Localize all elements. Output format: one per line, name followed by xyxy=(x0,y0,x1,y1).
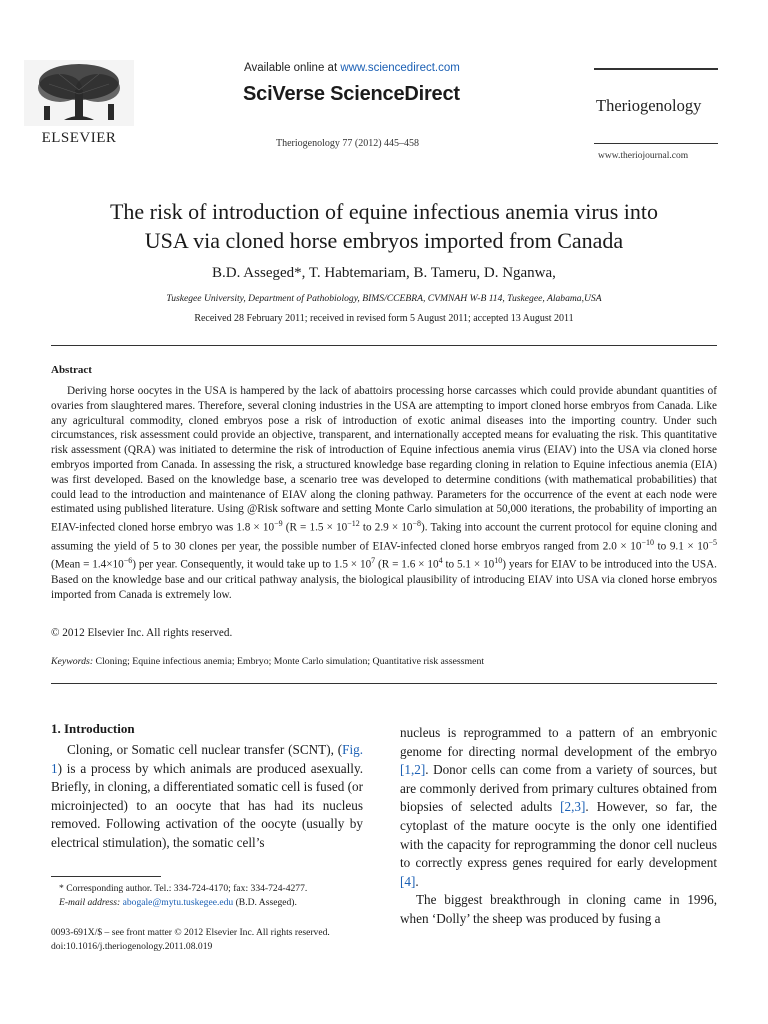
ref-link-4[interactable]: [4] xyxy=(400,873,416,889)
abstract-years-exp2: 10 xyxy=(494,556,503,566)
email-label: E-mail address: xyxy=(59,897,121,908)
abstract-part-2: Taking into account the current protocol for equine cloning and assuming the yield of 5 to 30 clones per year, the possible number of EIAV-infected cloned horse embryos ranged from 2.0 × 10 xyxy=(51,521,718,553)
abstract-years-exp: 7 xyxy=(371,556,376,566)
issn-line: 0093-691X/$ – see front matter © 2012 Elsevier Inc. All rights reserved. xyxy=(51,927,330,938)
abstract-copyright: © 2012 Elsevier Inc. All rights reserved. xyxy=(51,627,233,639)
intro-right-text-4: . xyxy=(415,873,419,889)
title-line-2: USA via cloned horse embryos imported from Canada xyxy=(144,228,624,253)
abstract-prob-range-exp1: −12 xyxy=(347,519,360,529)
abstract-part-3: ) years for EIAV to be introduced into the USA. Based on the knowledge base and our critical pathway analysis, the biological plausibility of introducing EIAV into USA via cloned horse embryos imported from Canada is extremely low. xyxy=(51,558,717,601)
abstract-rule-bottom xyxy=(51,683,717,684)
available-prefix: Available online at xyxy=(244,62,341,74)
publisher-name: ELSEVIER xyxy=(41,130,117,146)
abstract-text xyxy=(51,384,717,602)
abstract-num-mid: to 9.1 × 10 xyxy=(653,540,709,553)
footnote xyxy=(51,882,363,910)
journal-url[interactable]: www.theriojournal.com xyxy=(598,151,689,161)
author-list: B.D. Asseged*, T. Habtemariam, B. Tameru, D. Nganwa, xyxy=(212,265,556,281)
sciencedirect-link[interactable]: www.sciencedirect.com xyxy=(340,62,460,74)
abstract-num-close: ) per year. Consequently, it would take up to 1.5 × 10 xyxy=(132,558,372,571)
abstract-prob-value: 1.8 × 10 xyxy=(236,521,275,534)
intro-paragraph-1-cont xyxy=(400,725,717,889)
abstract-prob-range-mid: to 2.9 × 10 xyxy=(359,521,413,534)
header-rule-top xyxy=(594,68,718,70)
header-rule-bottom xyxy=(594,143,718,144)
article-title xyxy=(40,197,728,255)
abstract-part-1: Deriving horse oocytes in the USA is hampered by the lack of abattoirs processing horse carcasses which could provide abundant quantities of ovaries from slaughtered mares. Therefore, several cloning industries in the USA are attempting to import cloned horse embryos from Canada. Like any agricultural commodity, cloned embryos pose a risk of introduction of exotic animal diseases into the importing country. Under such circumstances, risk assessment could provide an objective, transparent, and internationally accepted means for evaluating the risk. This quantitative risk assessment (QRA) was initiated to determine the risk of introduction of Equine infectious anemia virus (EIAV) into the USA via cloned horse embryos imported from Canada. In assessing the risk, a structured knowledge base regarding cloning in relation to Equine infectious anemia (EIA) was first developed. Based on the knowledge base, a scenario tree was developed to determine conditions (with mathematical probabilities) that could lead to the introduction and maintenance of EIAV along the cloning pathway. Parameters for the occurrence of the event at each node were estimated using published literature. Using @Risk software and setting Monte Carlo simulation at 50,000 iterations, the probability of importing an EIAV-infected cloned horse embryo was xyxy=(51,385,717,534)
fig-1-link[interactable]: Fig. 1 xyxy=(51,742,363,776)
title-line-1: The risk of introduction of equine infectious anemia virus into xyxy=(109,199,659,224)
platform-name: SciVerse ScienceDirect xyxy=(243,83,460,105)
journal-name: Theriogenology xyxy=(596,96,702,115)
abstract-prob-exp: −9 xyxy=(274,519,283,529)
abstract-years-exp1: 4 xyxy=(438,556,443,566)
footnote-email-line xyxy=(51,896,363,910)
intro-paragraph-1 xyxy=(51,741,363,853)
author-affiliation: Tuskegee University, Department of Pathobiology, BIMS/CCEBRA, CVMNAH W-B 114, Tuskegee, Alabama,USA xyxy=(166,293,602,304)
keywords-line xyxy=(51,656,484,667)
ref-link-2-3[interactable]: [2,3] xyxy=(560,799,586,815)
intro-paragraph-2: The biggest breakthrough in cloning came in 1996, when ‘Dolly’ the sheep was produced by fusing a xyxy=(400,892,717,926)
footnote-rule xyxy=(51,876,161,877)
available-online-line xyxy=(244,62,460,74)
ref-link-1-2[interactable]: [1,2] xyxy=(400,762,426,778)
abstract-num-mean: (Mean = 1.4×10 xyxy=(51,558,124,571)
body-column-left xyxy=(51,741,363,853)
received-dates: Received 28 February 2011; received in revised form 5 August 2011; accepted 13 August 2011 xyxy=(194,313,574,324)
abstract-years-mid: to 5.1 × 10 xyxy=(442,558,495,571)
body-column-right xyxy=(400,724,717,929)
abstract-prob-range-open: (R = 1.5 × 10 xyxy=(282,521,348,534)
email-link[interactable]: abogale@mytu.tuskegee.edu xyxy=(122,897,234,908)
journal-citation: Theriogenology 77 (2012) 445–458 xyxy=(276,138,420,149)
abstract-num-exp1: −10 xyxy=(641,537,654,547)
email-suffix: (B.D. Asseged). xyxy=(233,897,297,908)
footnote-corresponding: * Corresponding author. Tel.: 334-724-4170; fax: 334-724-4277. xyxy=(59,883,308,894)
intro-left-text-1: Cloning, or Somatic cell nuclear transfer (SCNT), ( xyxy=(67,742,343,757)
intro-right-text-1: nucleus is reprogrammed to a pattern of an embryonic genome for directing normal development of the embryo xyxy=(400,725,717,759)
intro-right-text-3: . However, so far, the cytoplast of the mature oocyte is the only one identified with the capacity for reprogramming the donor cell nucleus to correctly express genes required for early development xyxy=(400,799,717,871)
abstract-rule-top xyxy=(51,345,717,346)
abstract-prob-range-exp2: −8 xyxy=(412,519,422,529)
abstract-heading: Abstract xyxy=(51,364,92,376)
intro-right-text-2: . Donor cells can come from a variety of sources, but are commonly derived from primary cultures obtained from biopsies of selected adults xyxy=(400,762,717,815)
abstract-years-range: (R = 1.6 × 10 xyxy=(375,558,439,571)
introduction-heading: 1. Introduction xyxy=(51,721,135,736)
doi-line[interactable]: doi:10.1016/j.theriogenology.2011.08.019 xyxy=(51,941,213,952)
front-matter xyxy=(51,926,330,954)
keywords-text: Cloning; Equine infectious anemia; Embryo; Monte Carlo simulation; Quantitative risk assessment xyxy=(93,656,485,667)
abstract-prob-range-close: ). xyxy=(421,521,428,534)
keywords-label: Keywords: xyxy=(51,656,94,667)
abstract-num-exp2: −5 xyxy=(708,537,717,547)
abstract-num-mean-exp: −6 xyxy=(123,556,133,566)
intro-left-text-2: ) is a process by which animals are produced asexually. Briefly, in cloning, a differentiated somatic cell is fused (or microinjected) to an oocyte that has had its nucleus removed. Following activation of the oocyte (usually by electrical stimulation), the somatic cell’s xyxy=(51,760,364,850)
